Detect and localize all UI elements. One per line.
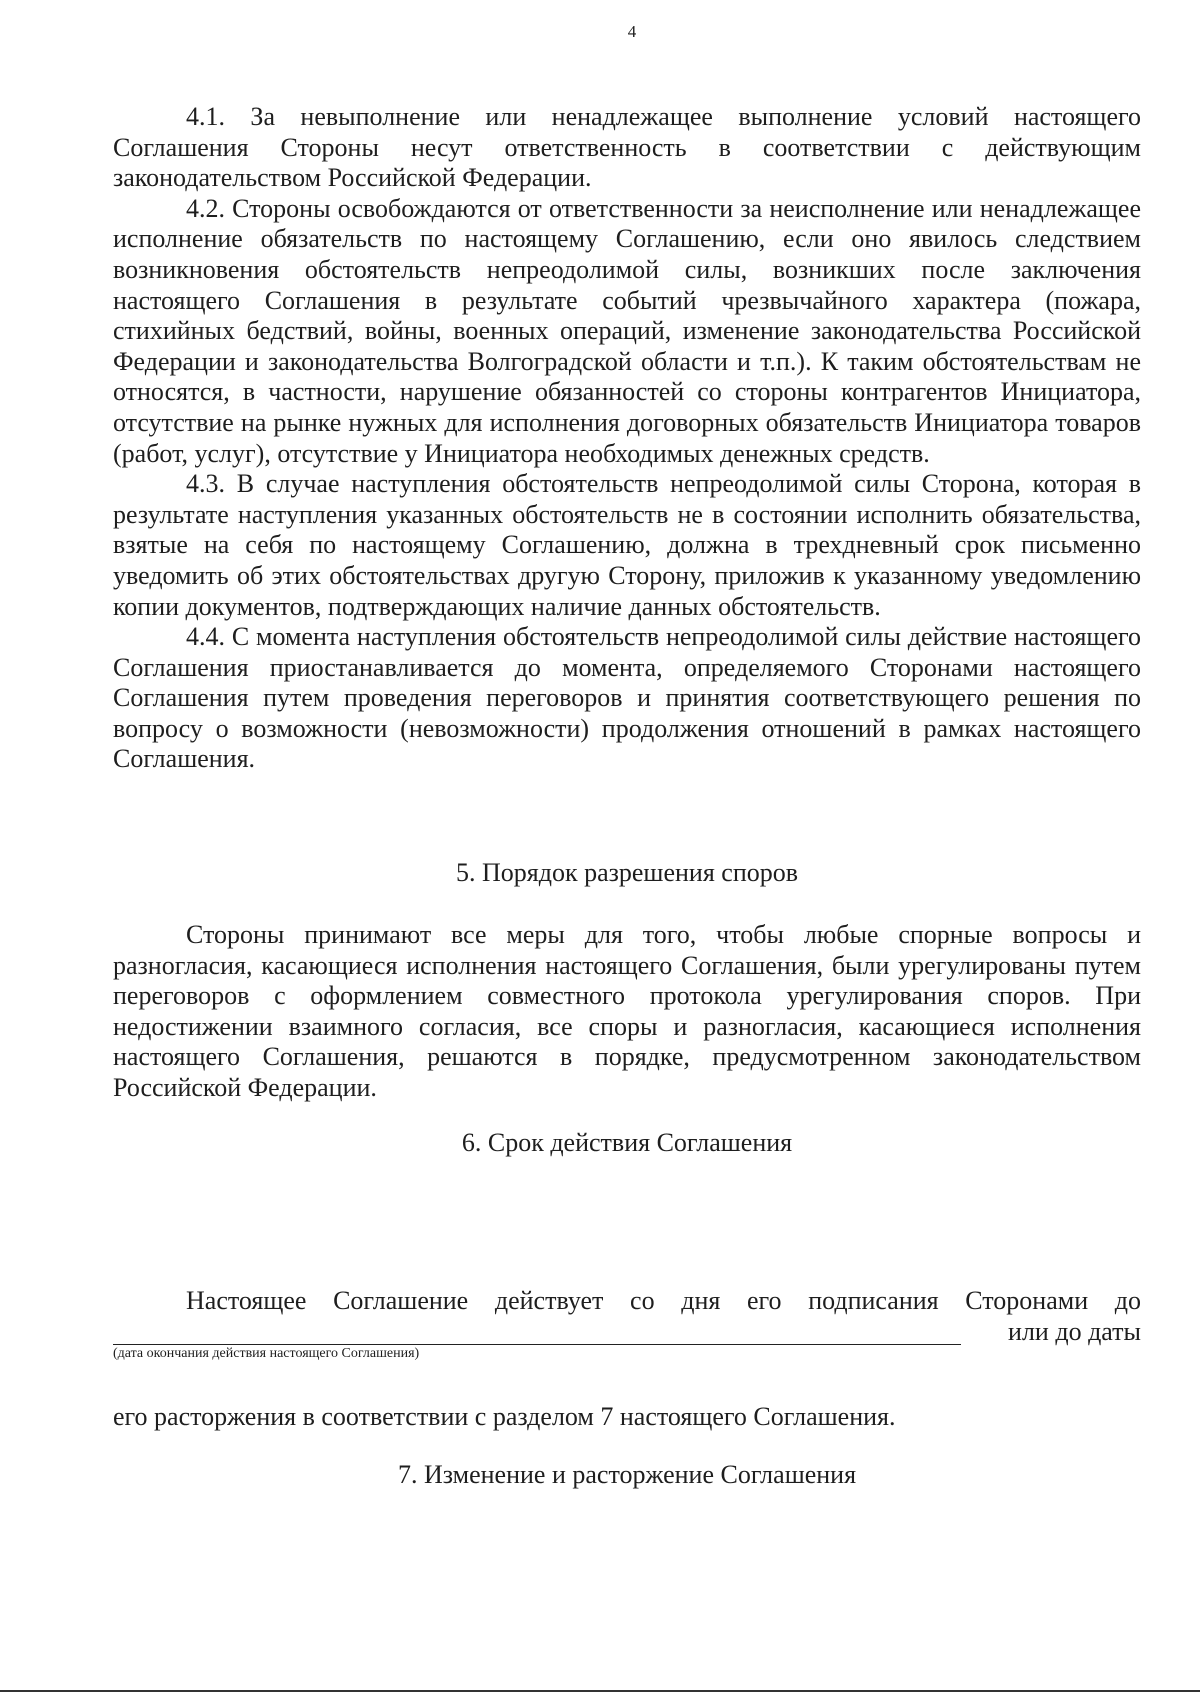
section-6-line-2-tail: или до даты [1008, 1317, 1141, 1346]
paragraph-4-2: 4.2. Стороны освобождаются от ответственности за неисполнение или ненадлежащее исполнение обязательств по настоящему Соглашению, если оно явилось следствием возникновения обстоятельств непреодолимой силы, возникших после заключения настоящего Соглашения в результате событий чрезвычайного характера (пожара, стихийных бедствий, войны, военных операций, изменение законодательства Российской Федерации и законодательства Волгоградской области и т.п.). К таким обстоятельствам не относятся, в частности, нарушение обязанностей со стороны контрагентов Инициатора, отсутствие на рынке нужных для исполнения договорных обязательств Инициатора товаров (работ, услуг), отсутствие у Инициатора необходимых денежных средств. [113, 193, 1141, 468]
section-5-heading: 5. Порядок разрешения споров [455, 858, 799, 887]
page-number: 4 [627, 22, 637, 41]
paragraph-4-4: 4.4. С момента наступления обстоятельств непреодолимой силы действие настоящего Соглашения приостанавливается до момента, определяемого Сторонами настоящего Соглашения путем проведения переговоров и принятия соответствующего решения по вопросу о возможности (невозможности) продолжения отношений в рамках настоящего Соглашения. [113, 622, 1141, 774]
section-6-line-1: Настоящее Соглашение действует со дня его подписания Сторонами до [186, 1286, 1141, 1315]
section-4-body [113, 102, 1141, 775]
paragraph-4-1: 4.1. За невыполнение или ненадлежащее выполнение условий настоящего Соглашения Стороны несут ответственность в соответствии с действующим законодательством Российской Федерации. [113, 102, 1141, 193]
date-blank-line [113, 1344, 961, 1345]
date-blank-caption: (дата окончания действия настоящего Соглашения) [113, 1346, 420, 1361]
bottom-border-line [0, 1690, 1200, 1692]
section-6-line-3: его расторжения в соответствии с разделом 7 настоящего Соглашения. [113, 1402, 896, 1431]
section-6-heading: 6. Срок действия Соглашения [461, 1128, 793, 1157]
section-5-body [113, 920, 1141, 1104]
section-6-line-2 [113, 1317, 1141, 1347]
section-7-heading: 7. Изменение и расторжение Соглашения [397, 1460, 857, 1489]
paragraph-5: Стороны принимают все меры для того, чтобы любые спорные вопросы и разногласия, касающиеся исполнения настоящего Соглашения, были урегулированы путем переговоров с оформлением совместного протокола урегулирования споров. При недостижении взаимного согласия, все споры и разногласия, касающиеся исполнения настоящего Соглашения, решаются в порядке, предусмотренном законодательством Российской Федерации. [113, 920, 1141, 1102]
paragraph-4-3: 4.3. В случае наступления обстоятельств непреодолимой силы Сторона, которая в результате наступления указанных обстоятельств не в состоянии исполнить обязательства, взятые на себя по настоящему Соглашению, должна в трехдневный срок письменно уведомить об этих обстоятельствах другую Сторону, приложив к указанному уведомлению копии документов, подтверждающих наличие данных обстоятельств. [113, 469, 1141, 621]
